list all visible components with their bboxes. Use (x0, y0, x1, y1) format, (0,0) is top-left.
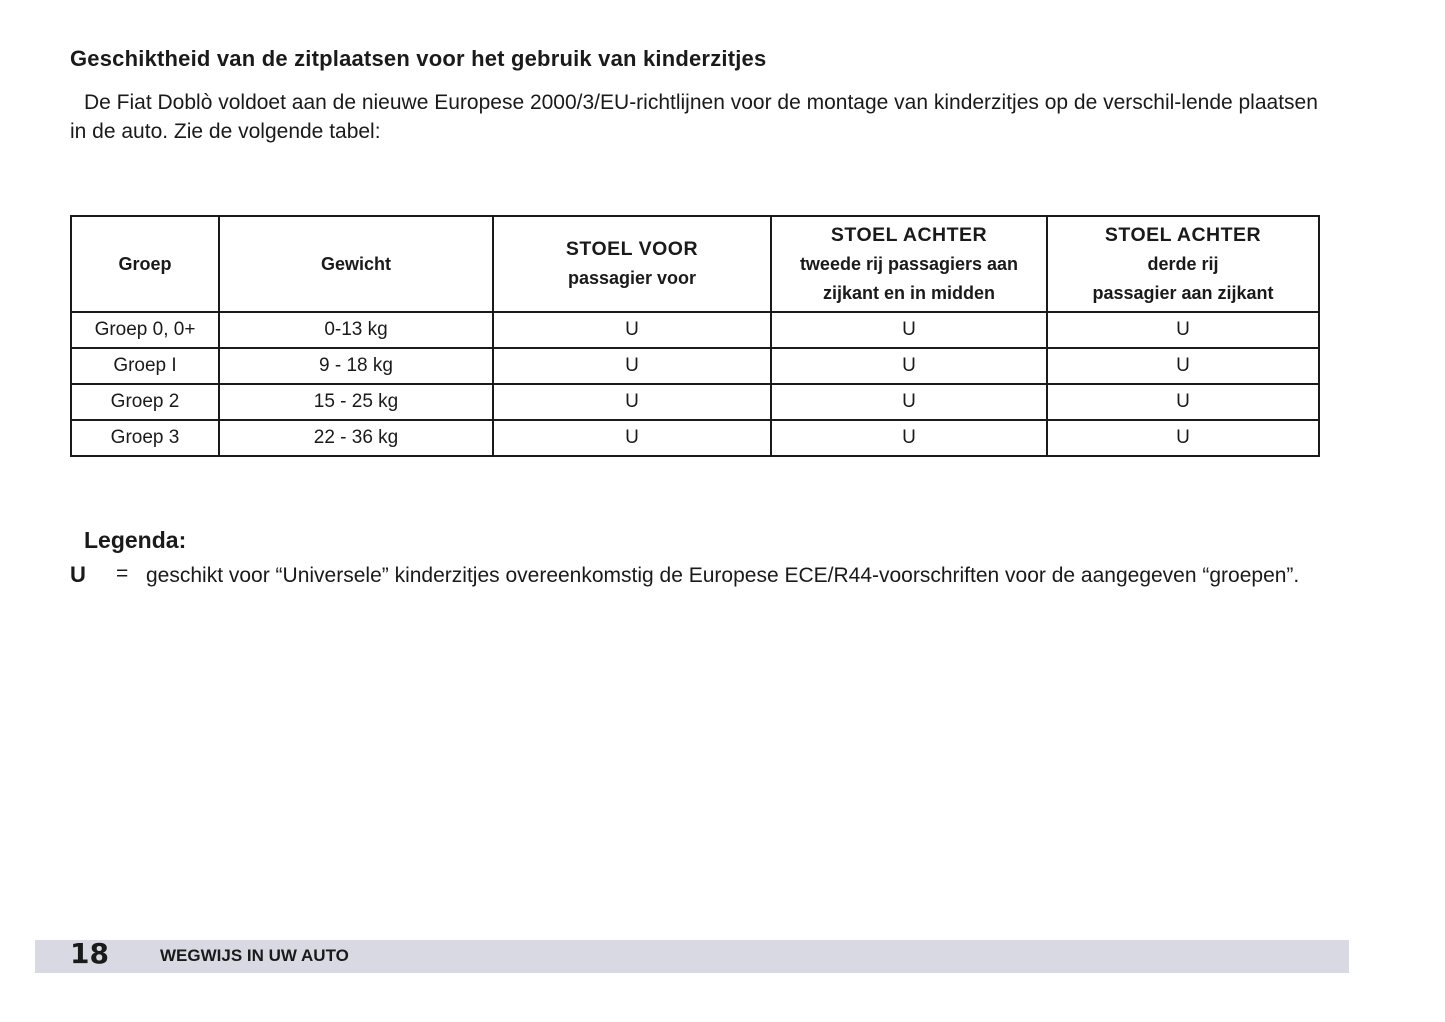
cell-groep: Groep 3 (71, 420, 219, 456)
cell-gewicht: 15 - 25 kg (219, 384, 493, 420)
cell-front: U (493, 348, 771, 384)
cell-gewicht: 0-13 kg (219, 312, 493, 348)
cell-front: U (493, 420, 771, 456)
footer-section-name: WEGWIJS IN UW AUTO (160, 946, 349, 965)
cell-groep: Groep I (71, 348, 219, 384)
header-rear3-sub2: passagier aan zijkant (1092, 282, 1274, 303)
cell-gewicht: 22 - 36 kg (219, 420, 493, 456)
cell-rear2: U (771, 348, 1047, 384)
header-gewicht: Gewicht (219, 216, 493, 312)
cell-groep: Groep 0, 0+ (71, 312, 219, 348)
cell-rear2: U (771, 384, 1047, 420)
header-rear3-seat (1047, 216, 1319, 312)
table-row (71, 348, 1319, 384)
cell-front: U (493, 384, 771, 420)
cell-rear3: U (1047, 312, 1319, 348)
header-front-title: STOEL VOOR (565, 238, 699, 260)
cell-front: U (493, 312, 771, 348)
header-groep: Groep (71, 216, 219, 312)
table-header-row (71, 216, 1319, 312)
cell-rear3: U (1047, 348, 1319, 384)
header-rear2-title: STOEL ACHTER (830, 223, 988, 246)
intro-paragraph: De Fiat Doblò voldoet aan de nieuwe Europese 2000/3/EU-richtlijnen voor de montage van kinderzitjes op de verschil-lende plaatsen in de auto. Zie de volgende tabel: (70, 91, 1318, 143)
cell-groep: Groep 2 (71, 384, 219, 420)
header-rear2-seat (771, 216, 1047, 312)
cell-gewicht: 9 - 18 kg (219, 348, 493, 384)
child-seat-suitability-table (70, 215, 1320, 457)
header-front-sub: passagier voor (567, 268, 697, 288)
header-rear3-title: STOEL ACHTER (1104, 223, 1262, 246)
table-row (71, 420, 1319, 456)
cell-rear3: U (1047, 384, 1319, 420)
header-rear3-sub1: derde rij (1147, 253, 1219, 274)
cell-rear2: U (771, 420, 1047, 456)
page-number: 18 (70, 937, 109, 970)
header-front-seat (493, 216, 771, 312)
section-heading: Geschiktheid van de zitplaatsen voor het gebruik van kinderzitjes (70, 46, 767, 71)
legend-title: Legenda: (84, 527, 187, 553)
header-rear2-sub: tweede rij passagiers aan zijkant en in midden (799, 253, 1019, 303)
cell-rear3: U (1047, 420, 1319, 456)
table-row (71, 312, 1319, 348)
legend-key: U (70, 562, 86, 587)
table-row (71, 384, 1319, 420)
cell-rear2: U (771, 312, 1047, 348)
legend-equals: = (116, 562, 129, 585)
legend-text: geschikt voor “Universele” kinderzitjes overeenkomstig de Europese ECE/R44-voorschriften voor de aangegeven “groepen”. (146, 564, 1300, 587)
